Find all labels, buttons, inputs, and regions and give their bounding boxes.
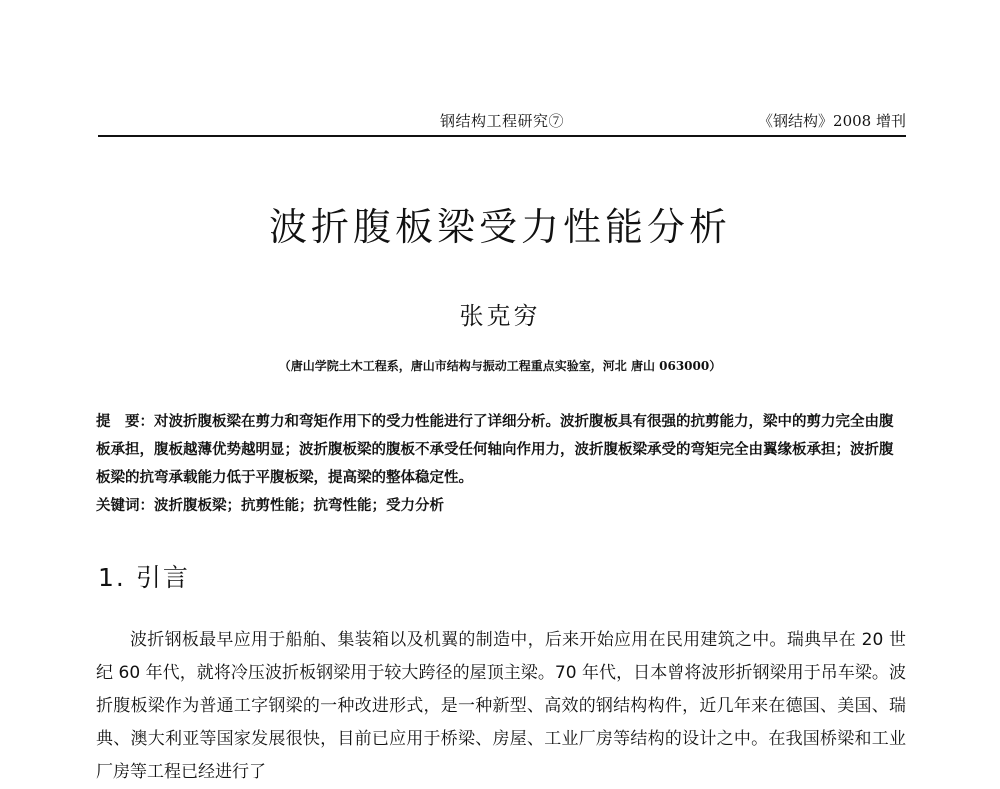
section-heading <box>98 558 190 594</box>
keywords-text: 波折腹板梁；抗剪性能；抗弯性能；受力分析 <box>154 497 444 514</box>
running-header <box>100 110 906 136</box>
header-journal: 《钢结构》2008 增刊 <box>758 112 906 130</box>
header-series: 钢结构工程研究⑦ <box>440 112 565 130</box>
author-name: 张克穷 <box>459 302 541 330</box>
header-rule <box>98 135 906 137</box>
abstract-block <box>96 408 906 520</box>
keywords-label: 关键词： <box>96 497 154 514</box>
keywords <box>96 492 906 520</box>
body-paragraph: 波折钢板最早应用于船舶、集装箱以及机翼的制造中，后来开始应用在民用建筑之中。瑞典早在 20 世纪 60 年代，就将冷压波折板钢梁用于较大跨径的屋顶主梁。70 年代，日本曾将波形折钢梁用于吊车梁。波折腹板梁作为普通工字钢梁的一种改进形式，是一种新型、高效的钢结构构件，近几年来在德国、美国、瑞典、澳大利亚等国家发展很快，目前已应用于桥梁、房屋、工业厂房等结构的设计之中。在我国桥梁和工业厂房等工程已经进行了 <box>96 630 906 782</box>
abstract-text: 对波折腹板梁在剪力和弯矩作用下的受力性能进行了详细分析。波折腹板具有很强的抗剪能力，梁中的剪力完全由腹板承担，腹板越薄优势越明显；波折腹板梁的腹板不承受任何轴向作用力，波折腹板梁承受的弯矩完全由翼缘板承担；波折腹板梁的抗弯承载能力低于平腹板梁，提高梁的整体稳定性。 <box>96 413 894 486</box>
abstract <box>96 408 906 492</box>
abstract-label: 提 要： <box>96 413 154 430</box>
paper-title: 波折腹板梁受力性能分析 <box>268 205 731 249</box>
section-title: 引言 <box>135 563 190 592</box>
section-number: 1. <box>98 563 126 592</box>
affiliation: （唐山学院土木工程系，唐山市结构与振动工程重点实验室，河北 唐山 063000） <box>278 359 722 373</box>
